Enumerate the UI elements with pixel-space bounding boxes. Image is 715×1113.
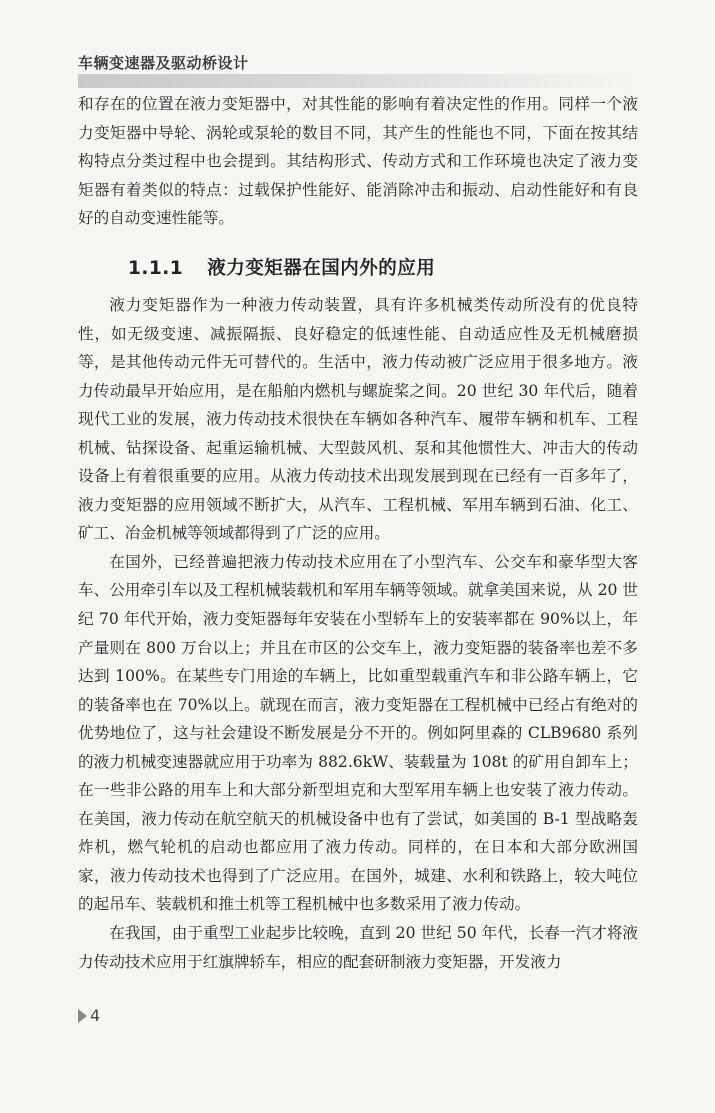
section-heading (128, 254, 435, 280)
section-body (78, 291, 638, 976)
continuation-text (78, 90, 638, 233)
paragraph: 液力变矩器作为一种液力传动装置，具有许多机械类传动所没有的优良特性，如无级变速、减振隔振、良好稳定的低速性能、自动适应性及无机械磨损等，是其他传动元件无可替代的。生活中，液力传动被广泛应用于很多地方。液力传动最早开始应用，是在船舶内燃机与螺旋桨之间。20 世纪 30 年代后，随着现代工业的发展，液力传动技术很快在车辆如各种汽车、履带车辆和机车、工程机械、钻探设备、起重运输机械、大型鼓风机、泵和其他惯性大、冲击大的传动设备上有着很重要的应用。从液力传动技术出现发展到现在已经有一百多年了，液力变矩器的应用领域不断扩大，从汽车、工程机械、军用车辆到石油、化工、矿工、冶金机械等领域都得到了广泛的应用。 (78, 296, 638, 543)
page-number-label: 4 (90, 1006, 101, 1025)
paragraph: 和存在的位置在液力变矩器中，对其性能的影响有着决定性的作用。同样一个液力变矩器中导轮、涡轮或泵轮的数目不同，其产生的性能也不同，下面在按其结构特点分类过程中也会提到。其结构形式、传动方式和工作环境也决定了液力变矩器有着类似的特点：过载保护性能好、能消除冲击和振动、启动性能好和有良好的自动变速性能等。 (78, 95, 638, 228)
section-number: 1.1.1 (128, 258, 184, 279)
paragraph: 在我国，由于重型工业起步比较晚，直到 20 世纪 50 年代，长春一汽才将液力传动技术应用于红旗牌轿车，相应的配套研制液力变矩器，开发液力 (78, 924, 638, 971)
section-title: 液力变矩器在国内外的应用 (207, 258, 436, 279)
page-arrow-icon (78, 1009, 87, 1023)
paragraph: 在国外，已经普遍把液力传动技术应用在了小型汽车、公交车和豪华型大客车、公用牵引车以及工程机械装载机和军用车辆等领域。就拿美国来说，从 20 世纪 70 年代开始，液力变矩器每年安装在小型轿车上的安装率都在 90%以上，年产量则在 800 万台以上；并且在市区的公交车上，液力变矩器的装备率也差不多达到 100%。在某些专门用途的车辆上，比如重型载重汽车和非公路车辆上，它的装备率也在 70%以上。就现在而言，液力变矩器在工程机械中已经占有绝对的优势地位了，这与社会建设不断发展是分不开的。例如阿里森的 CLB9680 系列的液力机械变速器就应用于功率为 882.6kW、装载量为 108t 的矿用自卸车上；在一些非公路的用车上和大部分新型坦克和大型军用车辆上也安装了液力传动。在美国，液力传动在航空航天的机械设备中也有了尝试，如美国的 B-1 型战略轰炸机，燃气轮机的启动也都应用了液力传动。同样的，在日本和大部分欧洲国家，液力传动技术也得到了广泛应用。在国外，城建、水利和铁路上，较大吨位的起吊车、装载机和推土机等工程机械中也多数采用了液力传动。 (78, 552, 638, 914)
page-number (78, 1006, 100, 1025)
running-header: 车辆变速器及驱动桥设计 (78, 54, 249, 72)
header-bar (78, 74, 638, 88)
